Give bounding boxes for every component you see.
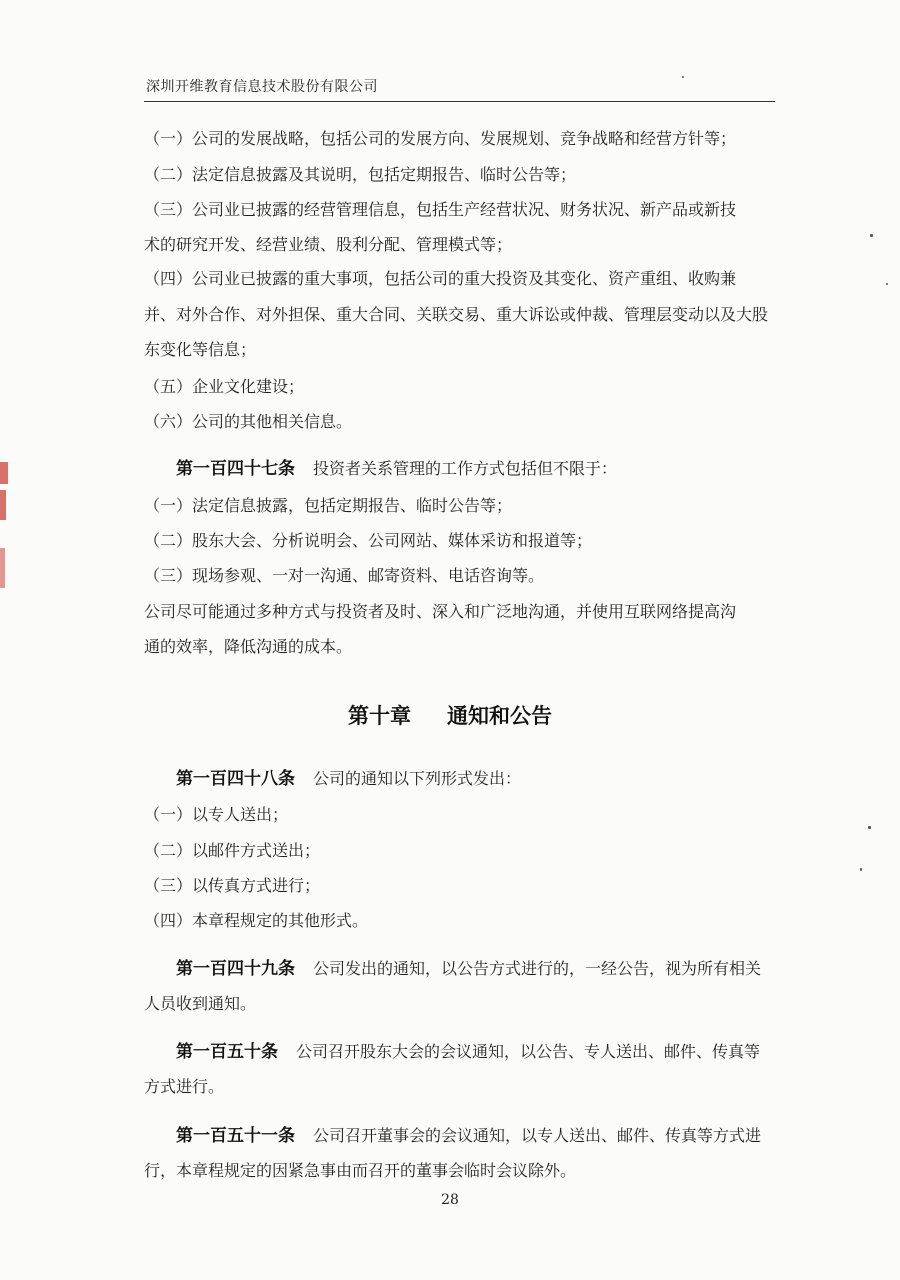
list-item: （四）本章程规定的其他形式。 <box>144 911 369 930</box>
seal-edge-mark <box>0 462 8 484</box>
list-item: （一）法定信息披露，包括定期报告、临时公告等； <box>144 496 513 515</box>
text-line: （三）公司业已披露的经营管理信息，包括生产经营状况、财务状况、新产品或新技 <box>144 200 737 219</box>
article-title: 第一百四十八条 <box>176 769 295 789</box>
seal-edge-mark <box>0 490 6 520</box>
list-item: （三）以传真方式进行； <box>144 876 321 895</box>
text-line: 行，本章程规定的因紧急事由而召开的董事会临时会议除外。 <box>144 1161 577 1180</box>
list-item: （一）以专人送出； <box>144 805 289 824</box>
header-company-name: 深圳开维教育信息技术股份有限公司 <box>146 79 378 95</box>
text-line: （一）公司的发展战略，包括公司的发展方向、发展规划、竞争战略和经营方针等； <box>144 129 737 148</box>
article-text: 公司发出的通知，以公告方式进行的，一经公告，视为所有相关 <box>313 959 762 978</box>
article-title: 第一百四十七条 <box>176 459 295 479</box>
text-line: 术的研究开发、经营业绩、股利分配、管理模式等； <box>144 235 513 254</box>
article-147 <box>176 460 816 478</box>
scan-speck <box>870 234 873 237</box>
chapter-title: 通知和公告 <box>447 704 552 728</box>
scan-speck <box>860 868 862 871</box>
text-line: 公司尽可能通过多种方式与投资者及时、深入和广泛地沟通，并使用互联网络提高沟 <box>144 602 737 621</box>
scan-speck <box>682 76 684 78</box>
page-number: 28 <box>441 1192 459 1208</box>
seal-edge-mark <box>0 548 5 588</box>
scan-speck <box>886 283 888 285</box>
article-text: 公司召开股东大会的会议通知，以公告、专人送出、邮件、传真等 <box>296 1042 761 1061</box>
scan-speck <box>868 826 871 829</box>
article-149 <box>176 960 816 978</box>
text-line: 并、对外合作、对外担保、重大合同、关联交易、重大诉讼或仲裁、管理层变动以及大股 <box>144 305 769 324</box>
chapter-number: 第十章 <box>348 704 411 728</box>
text-line: 人员收到通知。 <box>144 994 257 1013</box>
list-item: （三）现场参观、一对一沟通、邮寄资料、电话咨询等。 <box>144 566 545 585</box>
article-text: 公司的通知以下列形式发出： <box>313 769 522 788</box>
article-150 <box>176 1043 816 1061</box>
header-divider <box>144 101 775 102</box>
text-line: （六）公司的其他相关信息。 <box>144 412 353 431</box>
text-line: （四）公司业已披露的重大事项，包括公司的重大投资及其变化、资产重组、收购兼 <box>144 269 737 288</box>
article-title: 第一百五十条 <box>176 1042 278 1062</box>
text-line: （五）企业文化建设； <box>144 377 305 396</box>
text-line: 方式进行。 <box>144 1077 225 1096</box>
article-title: 第一百五十一条 <box>176 1126 295 1146</box>
article-text: 投资者关系管理的工作方式包括但不限于： <box>313 459 618 478</box>
text-line: 通的效率，降低沟通的成本。 <box>144 637 353 656</box>
article-151 <box>176 1127 816 1145</box>
article-title: 第一百四十九条 <box>176 959 295 979</box>
chapter-heading <box>0 700 900 730</box>
list-item: （二）以邮件方式送出； <box>144 841 321 860</box>
article-148 <box>176 770 816 788</box>
text-line: （二）法定信息披露及其说明，包括定期报告、临时公告等； <box>144 165 577 184</box>
text-line: 东变化等信息； <box>144 340 257 359</box>
article-text: 公司召开董事会的会议通知，以专人送出、邮件、传真等方式进 <box>313 1126 762 1145</box>
list-item: （二）股东大会、分析说明会、公司网站、媒体采访和报道等； <box>144 531 593 550</box>
